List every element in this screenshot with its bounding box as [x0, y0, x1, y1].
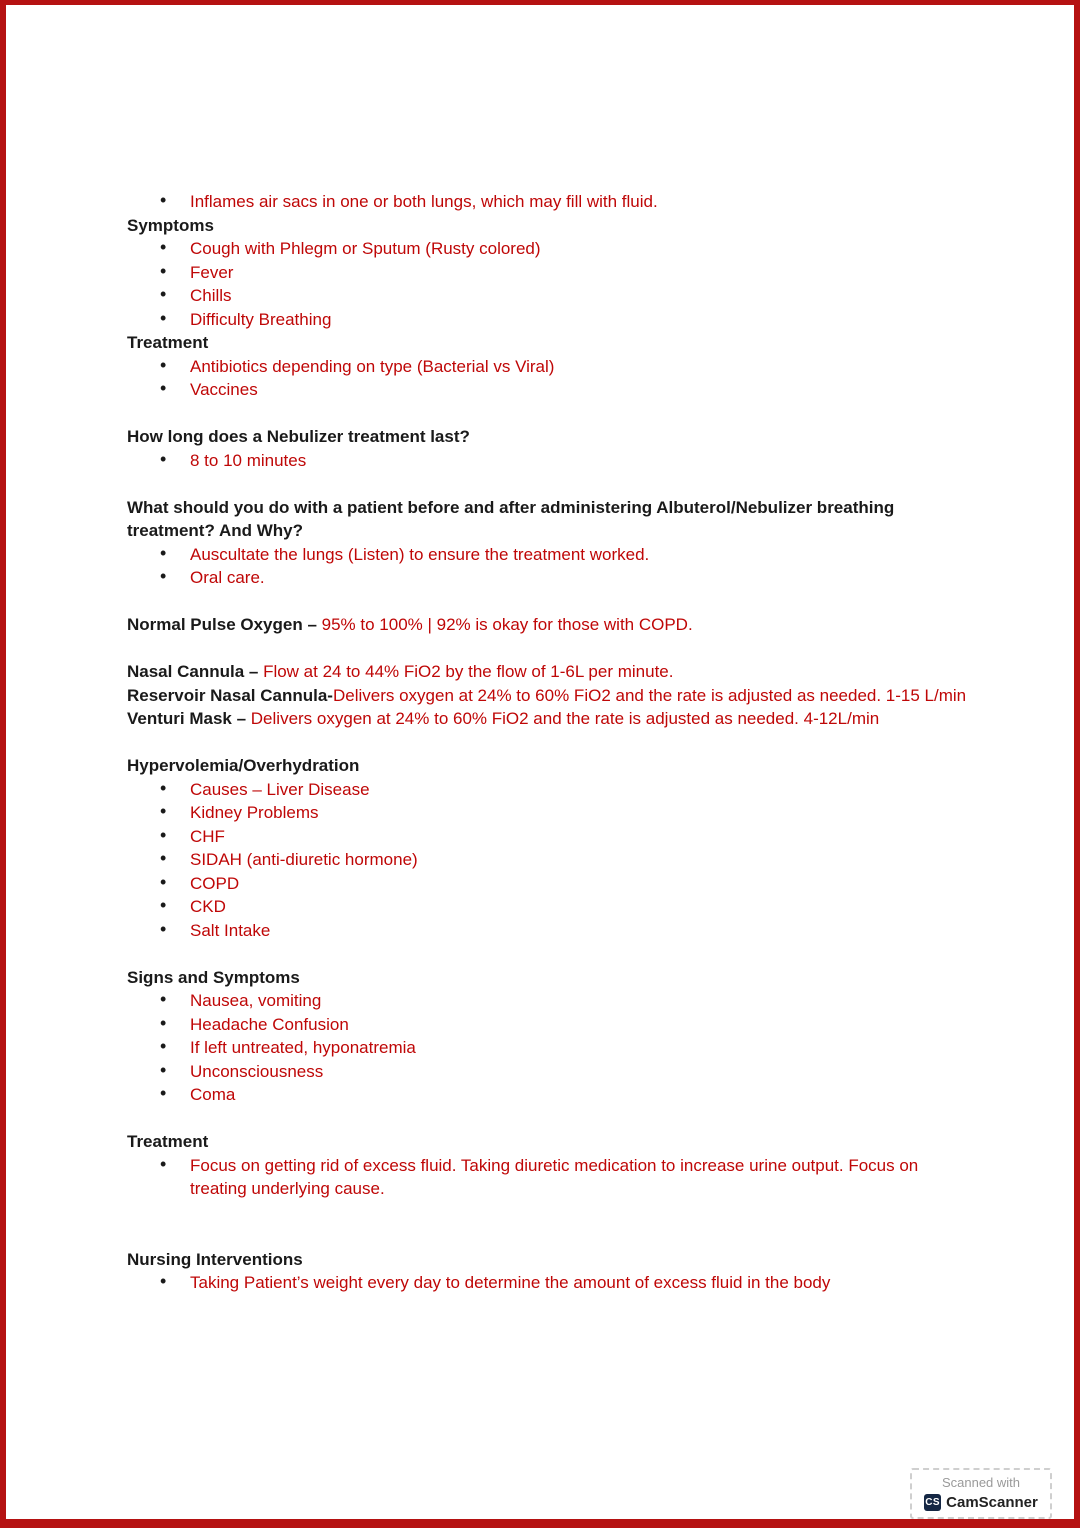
bullet-item: • 8 to 10 minutes	[127, 449, 968, 473]
labeled-line	[127, 707, 968, 731]
bullet-list	[127, 449, 968, 473]
bullet-list	[127, 237, 968, 331]
camscanner-brand-row	[920, 1494, 1042, 1511]
section-heading: Nursing Interventions	[127, 1249, 303, 1269]
bullet-item: • Headache Confusion	[127, 1013, 968, 1037]
bullet-item: • Salt Intake	[127, 919, 968, 943]
bullet-item: • Vaccines	[127, 378, 968, 402]
bullet-list	[127, 778, 968, 943]
spacer	[127, 472, 968, 496]
bullet-item: • Kidney Problems	[127, 801, 968, 825]
camscanner-brand-label: CamScanner	[946, 1494, 1038, 1511]
line-label: Nasal Cannula –	[127, 662, 264, 681]
bullet-list	[127, 543, 968, 590]
section-heading: Hypervolemia/Overhydration	[127, 756, 360, 775]
bullet-list	[127, 989, 968, 1107]
camscanner-badge	[910, 1468, 1052, 1519]
section-heading: Signs and Symptoms	[127, 967, 300, 987]
bullet-item: • Oral care.	[127, 566, 968, 590]
bullet-item: • Chills	[127, 284, 968, 308]
spacer	[127, 402, 968, 426]
line-value: Flow at 24 to 44% FiO2 by the flow of 1-6L per minute.	[263, 662, 674, 681]
section-heading: What should you do with a patient before and after administering Albuterol/Nebulizer breathing treatment? And Why?	[127, 497, 895, 540]
line-value: 95% to 100% | 92% is okay for those with COPD.	[321, 615, 693, 634]
bullet-item: • COPD	[127, 872, 968, 896]
spacer	[127, 637, 968, 661]
line-label: Normal Pulse Oxygen –	[127, 615, 322, 634]
line-label: Venturi Mask –	[127, 709, 251, 728]
line-label: Reservoir Nasal Cannula-	[127, 685, 333, 705]
bullet-item: • Taking Patient’s weight every day to determine the amount of excess fluid in the body	[127, 1271, 968, 1295]
bullet-item: • If left untreated, hyponatremia	[127, 1036, 968, 1060]
bullet-list	[127, 355, 968, 402]
bullet-item: • Causes – Liver Disease	[127, 778, 968, 802]
labeled-line	[127, 613, 968, 637]
bullet-list	[127, 1271, 968, 1295]
section-heading: Symptoms	[127, 215, 214, 235]
labeled-line	[127, 660, 968, 684]
section-heading: How long does a Nebulizer treatment last?	[127, 427, 470, 446]
bullet-item: • CKD	[127, 895, 968, 919]
bullet-list	[127, 1154, 968, 1201]
bullet-item: • Focus on getting rid of excess fluid. Taking diuretic medication to increase urine output. Focus on treating underlying cause.	[127, 1154, 968, 1201]
bullet-item: • CHF	[127, 825, 968, 849]
bullet-item: • Cough with Phlegm or Sputum (Rusty colored)	[127, 237, 968, 261]
bullet-item: • Fever	[127, 261, 968, 285]
bullet-item: • Difficulty Breathing	[127, 308, 968, 332]
section-heading: Treatment	[127, 333, 209, 352]
bullet-item: • Antibiotics depending on type (Bacterial vs Viral)	[127, 355, 968, 379]
bullet-item: • Coma	[127, 1083, 968, 1107]
line-value: Delivers oxygen at 24% to 60% FiO2 and the rate is adjusted as needed. 4-12L/min	[250, 709, 880, 728]
bullet-list	[127, 190, 968, 214]
bullet-item: • Unconsciousness	[127, 1060, 968, 1084]
camscanner-logo-icon: CS	[924, 1494, 941, 1511]
bullet-item: • Auscultate the lungs (Listen) to ensure the treatment worked.	[127, 543, 968, 567]
scanned-with-label: Scanned with	[941, 1475, 1021, 1490]
bullet-item: • Nausea, vomiting	[127, 989, 968, 1013]
spacer	[127, 1201, 968, 1248]
spacer	[127, 1107, 968, 1131]
bullet-item: • SIDAH (anti-diuretic hormone)	[127, 848, 968, 872]
section-heading: Treatment	[127, 1132, 209, 1151]
line-value: Delivers oxygen at 24% to 60% FiO2 and the rate is adjusted as needed. 1-15 L/min	[332, 685, 967, 705]
labeled-line	[127, 684, 968, 708]
bullet-item: • Inflames air sacs in one or both lungs, which may fill with fluid.	[127, 190, 968, 214]
spacer	[127, 942, 968, 966]
spacer	[127, 590, 968, 614]
spacer	[127, 731, 968, 755]
